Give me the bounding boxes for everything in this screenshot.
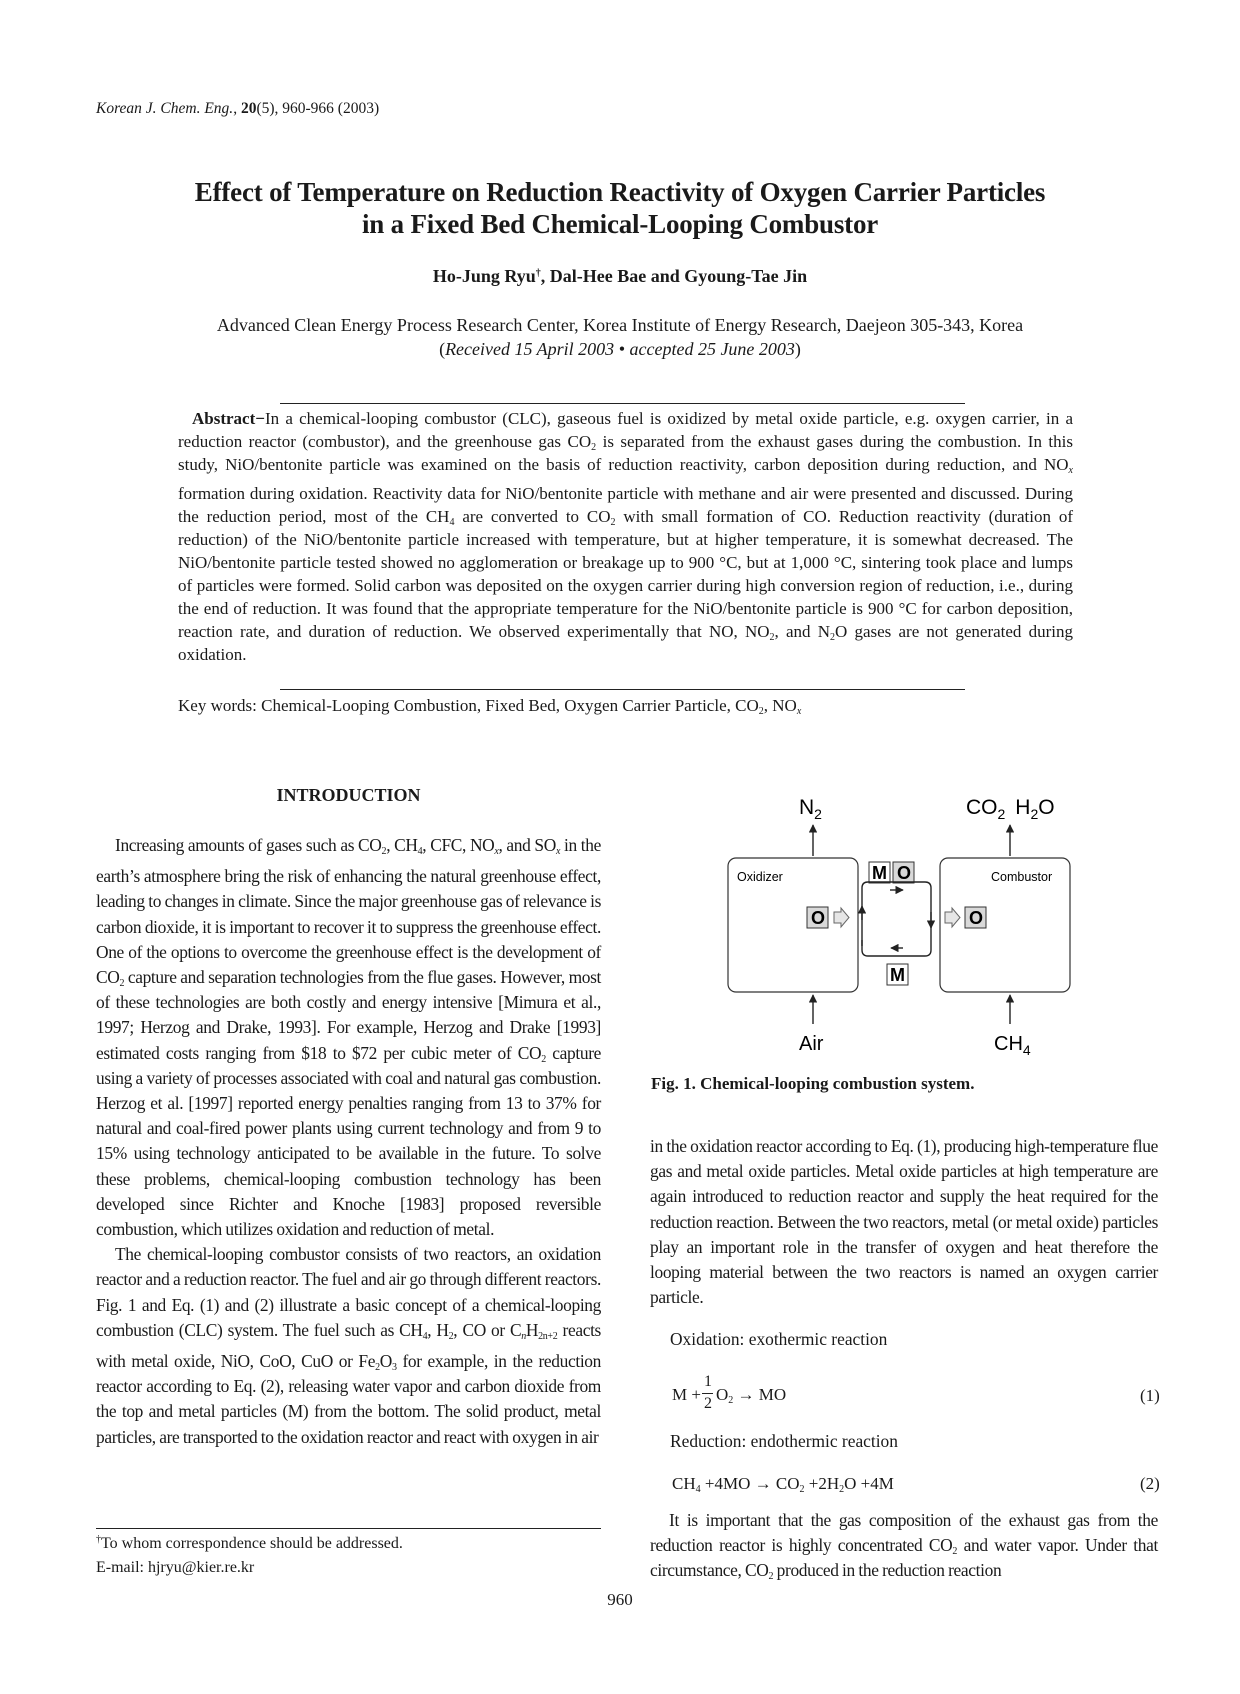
- abstract-bottom-rule: [280, 689, 965, 690]
- intro-paragraph-2: The chemical-looping combustor consists of two reactors, an oxidation reactor and a reduction reactor. The fuel and air go through different reactors. Fig. 1 and Eq. (1) and (2) illustrate a basic concept of a chemical-looping combustion (CLC) system. The fuel such as $CH_4$, $H_2$, CO or CnH$_{2n+2}$ reacts with metal oxide, NiO, CoO, CuO or $Fe_2O_3$ for example, in the reduction reactor according to Eq. (2), releasing water vapor and carbon dioxide from the top and metal particles (M) from the bottom. The solid product, metal particles, are transported to the oxidation reactor and react with oxygen in air: [96, 1244, 601, 1447]
- intro-paragraph-1: Increasing amounts of gases such as $CO_2$, $CH_4$, CFC, NOx, and SOx in the earth’s atmosphere bring the risk of enhancing the natural greenhouse effect, leading to changes in climate. Since the major greenhouse gas of relevance is carbon dioxide, it is important to recover it to suppress the greenhouse effect. One of the options to overcome the greenhouse effect is the development of $CO_2$ capture and separation technologies from the flue gases. However, most of these technologies are both costly and energy intensive [Mimura et al., 1997; Herzog and Drake, 1993]. For example, Herzog and Drake [1993] estimated costs ranging from $18 to $72 per cubic meter of $CO_2$ capture using a variety of processes associated with coal and natural gas combustion. Herzog et al. [1997] reported energy penalties ranging from 13 to 37% for natural and coal-fired power plants using current technology and from 9 to 15% using technology anticipated to be available in the future. To solve these problems, chemical-looping combustion technology has been developed since Richter and Knoche [1983] proposed reversible combustion, which utilizes oxidation and reduction of metal.: [96, 835, 602, 1240]
- affiliation-text: Advanced Clean Energy Process Research Center, Korea Institute of Energy Research, Daejeon 305-343, Korea: [216, 315, 1024, 335]
- oxygen-in-icon: [807, 907, 849, 928]
- label-ch4: $CH_4$: [994, 1033, 1031, 1058]
- section-heading-introduction: INTRODUCTION: [276, 785, 421, 805]
- loop-upper: [862, 882, 931, 946]
- right-paragraph-2: It is important that the gas composition of the exhaust gas from the reduction reactor is highly concentrated $CO_2$ and water vapor. Under that circumstance, $CO_2$ produced in the reduction reaction: [650, 1510, 1158, 1583]
- figure-chemical-looping-diagram: [715, 780, 1095, 1070]
- svg-text:O: O: [811, 908, 826, 928]
- paper-title: [100, 176, 1140, 240]
- oxidation-label: Oxidation: exothermic reaction: [670, 1329, 888, 1349]
- svg-text:M: M: [890, 965, 905, 985]
- footnote-correspondence: †To whom correspondence should be addressed.: [96, 1534, 403, 1552]
- oxygen-out-icon: [945, 907, 986, 928]
- equation-2: CH4 +4MO → CO2 +2H2O +4M: [672, 1474, 894, 1495]
- title-line-2: in a Fixed Bed Chemical-Looping Combustor: [361, 209, 879, 239]
- equation-2-number: (2): [1140, 1474, 1160, 1493]
- footnote-rule: [96, 1528, 601, 1529]
- left-column-text: [96, 833, 601, 1450]
- figure-caption: Fig. 1. Chemical-looping combustion system.: [651, 1074, 975, 1093]
- right-column-text: [650, 1134, 1158, 1310]
- keywords: Key words: Chemical-Looping Combustion, Fixed Bed, Oxygen Carrier Particle, $CO_2$, NOx: [178, 696, 802, 717]
- right-paragraph-2-wrap: [650, 1508, 1158, 1584]
- svg-text:O: O: [969, 908, 984, 928]
- metal-particle-icon: [887, 964, 908, 985]
- title-line-1: Effect of Temperature on Reduction Reactivity of Oxygen Carrier Particles: [194, 177, 1046, 207]
- metal-oxide-particle-icon: [869, 862, 914, 883]
- affiliation: [100, 313, 1140, 361]
- footnote: [96, 1532, 403, 1580]
- reduction-label: Reduction: endothermic reaction: [670, 1431, 898, 1451]
- label-co2-h2o: $CO_2$ $H_2O$: [966, 796, 1055, 822]
- label-air: Air: [799, 1033, 824, 1055]
- right-paragraph-1: in the oxidation reactor according to Eq. (1), producing high-temperature flue gas and metal oxide particles. Metal oxide particles at high temperature are again introduced to reduction reactor and supply the heat required for the reduction reaction. Between the two reactors, metal (or metal oxide) particles play an important role in the transfer of oxygen and heat therefore the looping material between the two reactors is named an oxygen carrier particle.: [650, 1136, 1158, 1308]
- abstract-top-rule: [280, 403, 965, 404]
- footnote-email: E-mail: hjryu@kier.re.kr: [96, 1559, 255, 1576]
- svg-text:O: O: [897, 863, 912, 883]
- label-oxidizer: Oxidizer: [737, 870, 783, 884]
- authors: Ho-Jung Ryu†, Dal-Hee Bae and Gyoung-Tae Jin: [432, 266, 808, 286]
- label-combustor: Combustor: [991, 870, 1053, 884]
- received-dates: (Received 15 April 2003 • accepted 25 June 2003): [439, 339, 801, 359]
- equation-1-number: (1): [1140, 1386, 1160, 1405]
- label-n2: $N_2$: [799, 796, 822, 822]
- page-number: 960: [607, 1590, 633, 1609]
- abstract-label: Abstract: [192, 409, 256, 428]
- journal-citation: Korean J. Chem. Eng., 20(5), 960-966 (2003): [96, 100, 380, 117]
- svg-text:M: M: [872, 863, 887, 883]
- abstract: Abstract−In a chemical-looping combustor (CLC), gaseous fuel is oxidized by metal oxide particle, e.g. oxygen carrier, in a reduction reactor (combustor), and the greenhouse gas $CO_2$ is separated from the exhaust gases during the combustion. In this study, NiO/bentonite particle was examined on the basis of reduction reactivity, carbon deposition during reduction, and NOx formation during oxidation. Reactivity data for NiO/bentonite particle with methane and air were presented and discussed. During the reduction period, most of the $CH_4$ are converted to $CO_2$ with small formation of CO. Reduction reactivity (duration of reduction) of the NiO/bentonite particle increased with temperature, but at higher temperature, it is somewhat decreased. The NiO/bentonite particle tested showed no agglomeration or breakage up to 900 °C, but at 1,000 °C, sintering took place and lumps of particles were formed. Solid carbon was deposited on the oxygen carrier during high conversion region of reduction, i.e., during the end of reduction. It was found that the appropriate temperature for the NiO/bentonite particle is 900 °C for carbon deposition, reaction rate, and duration of reduction. We observed experimentally that NO, $NO_2$, and $N_2O$ gases are not generated during oxidation.: [178, 409, 1074, 664]
